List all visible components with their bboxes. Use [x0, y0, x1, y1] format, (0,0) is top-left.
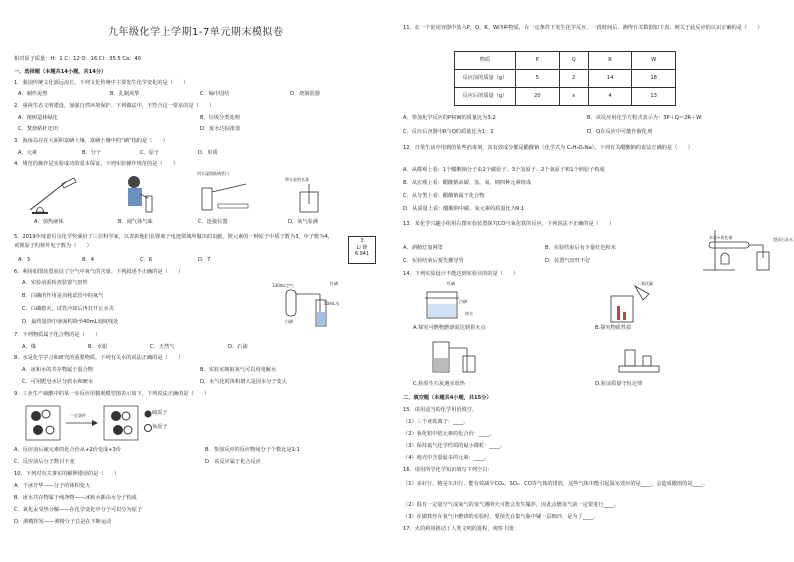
- q6-stem: 6．利用如图装置验证了空气中氧气的含量。下列叙述不正确的是（ ）: [14, 269, 184, 275]
- q4-figure-c-connecting-apparatus: [196, 178, 256, 214]
- q9-option-b: B．参加反应的反应物间分子个数比是1:1: [205, 447, 300, 453]
- q2-option-c: C．焚烧秸秆还田: [18, 126, 58, 132]
- q15-item-1: （1）三个亚铁离子：____。: [403, 419, 469, 425]
- q4-stem: 4．规范的操作是实验成功的基本保证。下列实验操作规范的是（ ）: [14, 161, 179, 167]
- q2-option-d: D．废水达标排放: [200, 126, 241, 132]
- q11-option-b: B．该反应用化学方程式表示为：3P＋Q＝2R＋W: [587, 115, 702, 121]
- q5-option-d: D．7: [198, 257, 211, 263]
- q13-label-limewater: 澄清石灰水: [773, 237, 793, 242]
- q13-option-a: A．酒精灯加网罩: [403, 245, 443, 251]
- section-two-heading: 二、填空题（本题共4小题，共15分）: [403, 395, 492, 401]
- q5-lithium-element-card: [348, 236, 376, 264]
- q11-data-table: [454, 51, 676, 106]
- q6-label-red-phosphorus: 红磷: [330, 281, 338, 286]
- q9-option-a: A．反应前后硫元素的化合价从+2价变成+3价: [14, 447, 122, 453]
- q6-label-air: 130mL空气: [272, 283, 294, 288]
- q7-option-d: D．石油: [228, 344, 248, 350]
- q8-stem: 8．水是化学学习和研究的重要物质。下列有关水的说法正确的是（ ）: [14, 355, 184, 361]
- q14-label-hot-water: 热水: [465, 311, 473, 316]
- q14-option-b: B.探究物质性质: [595, 325, 632, 331]
- q12-option-a: A．从微观上看：1个醋酸钠分子由2个碳原子、3个氢原子、2个氧原子和1个钠原子构成: [403, 167, 605, 173]
- q4-figure-d-oxygen-test: [290, 184, 330, 214]
- q13-stem: 13．某化学兴趣小组用右图实验装置探究CO与氧化铁的反应，下列说法不正确的是（ ）: [403, 221, 615, 227]
- q14-figure-a: [423, 286, 463, 322]
- q5-stem: 5．2019年度诺贝尔化学奖颁给了三位科学家，以表彰他们在锂离子电池领域所做出的贡献。锂元素的一种原子中质子数为3，中子数为4，该锂原子的核外电子数为（ ）: [14, 234, 333, 250]
- q2-option-b: B．垃圾分类处理: [200, 115, 240, 121]
- q6-label-white-phosphorus: 白磷: [285, 319, 293, 324]
- q14-option-d: D.验证质量守恒定律: [595, 381, 643, 387]
- q5-option-c: C．6: [140, 257, 153, 263]
- table-row: 反应后的质量（g） 20 x 4 13: [455, 88, 676, 106]
- q1-option-b: B．扎制风筝: [110, 91, 140, 97]
- q15-item-2: （2）氧化铝中铝元素的化合价：____。: [403, 431, 495, 437]
- q13-option-c: C．实验结束后要先撤导管: [403, 258, 464, 264]
- q4-option-c: C．连接仪器: [198, 219, 228, 225]
- q6-figure-apparatus: [280, 286, 340, 328]
- q2-stem: 2．重视生态文明建设，加强自然环境保护。下列做法中，不符合这一要求的是（ ）: [14, 103, 215, 109]
- q15-stem: 15．请用适当的化学用语填空。: [403, 407, 478, 413]
- q9-option-d: D．该反应属于化合反应: [205, 459, 261, 465]
- q13-figure-apparatus: [695, 228, 775, 272]
- q4-figure-a-heating-liquid: [22, 174, 82, 214]
- q4-option-d: D．氧气验满: [288, 219, 318, 225]
- table-row: 反应前的质量（g） 5 2 14 18: [455, 70, 676, 88]
- q16-item-3: （3）在做铁丝在氧气中燃烧的实验时，要预先在集气瓶中铺一层细沙，是为了____。: [403, 514, 599, 520]
- q4-figure-b-smelling-gas: [120, 172, 160, 216]
- q14-option-a: A.探究可燃物燃烧需达到着火点: [413, 325, 486, 331]
- q4-figure-c-label: 用水湿润玻璃管口: [197, 171, 229, 176]
- q15-item-3: （3）保持氦气化学性质的最小微粒：____。: [403, 443, 505, 449]
- q10-option-a: A．干冰升华——分子的体积变大: [14, 483, 91, 489]
- q6-option-a: A．实验前需检查装置气密性: [22, 280, 88, 286]
- page-title: 九年级化学上学期1-7单元期末模拟卷: [108, 27, 284, 38]
- q1-option-c: C．编中国结: [200, 91, 230, 97]
- q10-option-b: B．冰水共存物属于纯净物——冰和水都由水分子构成: [14, 495, 137, 501]
- q16-stem: 16．请用所学化学知识填写下列空白：: [403, 467, 493, 473]
- q9-legend-sulfur: 硫原子: [152, 410, 168, 416]
- q16-item-1: （1）多好行，精是车出行，能有效减少CO₂、SO₂、CO等气体的排放，这些气体中能引起温室效应的是____，会造成酸雨的是____。: [403, 481, 709, 487]
- q13-option-d: D．装置气密性不好: [545, 258, 591, 264]
- q14-figure-d-balance: [609, 336, 669, 376]
- q6-option-c: C．白磷熄火，试管冷却后再打开止水夹: [22, 306, 114, 312]
- q4-figure-d-label: 带火星的木条: [285, 177, 309, 182]
- element-symbol-name: Li 锂: [356, 244, 368, 251]
- q5-option-b: B．4: [82, 257, 95, 263]
- q8-option-c: C．可用肥皂水区分软水和硬水: [22, 379, 94, 385]
- q10-option-c: C．氧化汞受热分解——在化学变化中分子可以分为原子: [14, 507, 143, 513]
- q9-stem: 9．工业生产硫酸中的某一步反应用微观模型图表示如下，下列说法正确的是（ ）: [14, 391, 210, 397]
- section-one-heading: 一、选择题（本题共14小题，共14分）: [14, 69, 107, 75]
- q11-option-d: D．Q在反应中可能作催化剂: [587, 129, 653, 135]
- q13-option-b: B．实验结束后有少量红色粉末: [545, 245, 616, 251]
- q6-option-b: B．白磷的作用是消耗试管中的氧气: [22, 293, 104, 299]
- q1-stem: 1．我国传统文化源远流长，下列文化传统中主要发生化学变化的是（ ）: [14, 80, 189, 86]
- q6-label-water: 50mL水: [324, 301, 340, 306]
- q8-option-d: D．水气化时体积增大是因水分子变大: [200, 379, 287, 385]
- q3-option-a: A．元素: [18, 150, 38, 156]
- q9-option-c: C．反应前后分子数目不变: [14, 459, 75, 465]
- q1-option-a: A．制作泥塑: [18, 91, 48, 97]
- q14-figure-c: [427, 336, 487, 376]
- q1-option-d: D．烧制瓷器: [290, 91, 320, 97]
- element-number: 3: [360, 238, 364, 244]
- q3-option-b: B．分子: [82, 150, 102, 156]
- q11-stem: 11．在一个密闭容器中放入P、Q、R、W四种物质，在一定条件下发生化学反应，一段时间后，测得有关数据如下表，则关于此反应的认识正确的是（ ）: [403, 25, 763, 31]
- q15-item-4: （4）地壳中含量最多的元素：____。: [403, 455, 490, 461]
- q7-stem: 7．下列物质属于化合物的是（ ）: [14, 332, 101, 338]
- q12-option-d: D．从质量上看：醋酸钠中碳、氧元素的质量比为9:1: [403, 206, 525, 212]
- q12-stem: 12．日常生活中用到的某些消毒剂，其有效成分都是醋酸钠（化学式为 C₂H₃O₂Na）。下列有关醋酸钠的说法正确的是（ ）: [403, 145, 693, 151]
- q13-label-reactant: 木炭+氧化铜: [709, 235, 733, 240]
- q7-option-c: C．天然气: [150, 344, 175, 350]
- q7-option-a: A．煤: [22, 344, 36, 350]
- q11-option-c: C．反应后容器中R与Q的质量比为1：2: [403, 129, 494, 135]
- q4-option-b: B．闻气体气味: [118, 219, 153, 225]
- q7-option-b: B．水银: [88, 344, 108, 350]
- q14-label-red-phosphorus: 红磷: [447, 281, 455, 286]
- q14-label-co2: 二氧化碳: [637, 281, 653, 286]
- q17-stem: 17．火的利用推动了人类文明的进程，观察下图：: [403, 526, 519, 532]
- q8-option-a: A．冰和水的共存物属于混合物: [22, 367, 93, 373]
- q2-option-a: A．植树造林绿化: [18, 115, 58, 121]
- q9-legend-oxygen: 氧原子: [152, 424, 168, 430]
- q10-stem: 10．下列对有关事实的解释错误的是（ ）: [14, 471, 120, 477]
- q14-stem: 14．下列实验设计不能达到实验目的的是（ ）: [403, 271, 519, 277]
- q4-option-a: A．加热液体: [34, 219, 64, 225]
- q16-item-2: （2）混有一定量空气或氧气的氢气遇明火可能会发生爆炸，因此点燃氢气前一定要进行____。: [403, 502, 619, 508]
- q10-option-d: D．酒精挥发——酒精分子总是在不断运动: [14, 519, 112, 525]
- q11-option-a: A．参加化学反应的P和W的质量比为3:2: [403, 115, 496, 121]
- q14-label-white-phosphorus: 白磷: [459, 299, 467, 304]
- atomic-mass-note: 相对原子质量：H：1 C：12 O：16 Cl：35.5 Ca：40: [14, 56, 141, 62]
- table-row: 物质 P Q R W: [455, 52, 676, 70]
- q8-option-b: B．实验室制取氧气可以用电解水: [200, 367, 277, 373]
- q5-option-a: A．3: [18, 257, 31, 263]
- q3-option-d: D．单质: [198, 150, 218, 156]
- q14-option-c: C.检验生石灰遇水放热: [413, 381, 465, 387]
- q3-option-c: C．原子: [140, 150, 160, 156]
- q6-option-d: D．最终量筒中液面约降至40mL刻度线处: [22, 319, 119, 325]
- q3-stem: 3．海南岛存在大面积富硒土壤，富硒土壤中的“硒”指的是（ ）: [14, 138, 168, 144]
- q9-condition-label: 一定条件: [70, 413, 86, 418]
- element-mass: 6.941: [354, 251, 370, 257]
- q12-option-c: C．从分类上看：醋酸钠属于化合物: [403, 193, 485, 199]
- q12-option-b: B．从宏观上看：醋酸钠由碳、氢、氧、钠四种元素组成: [403, 180, 532, 186]
